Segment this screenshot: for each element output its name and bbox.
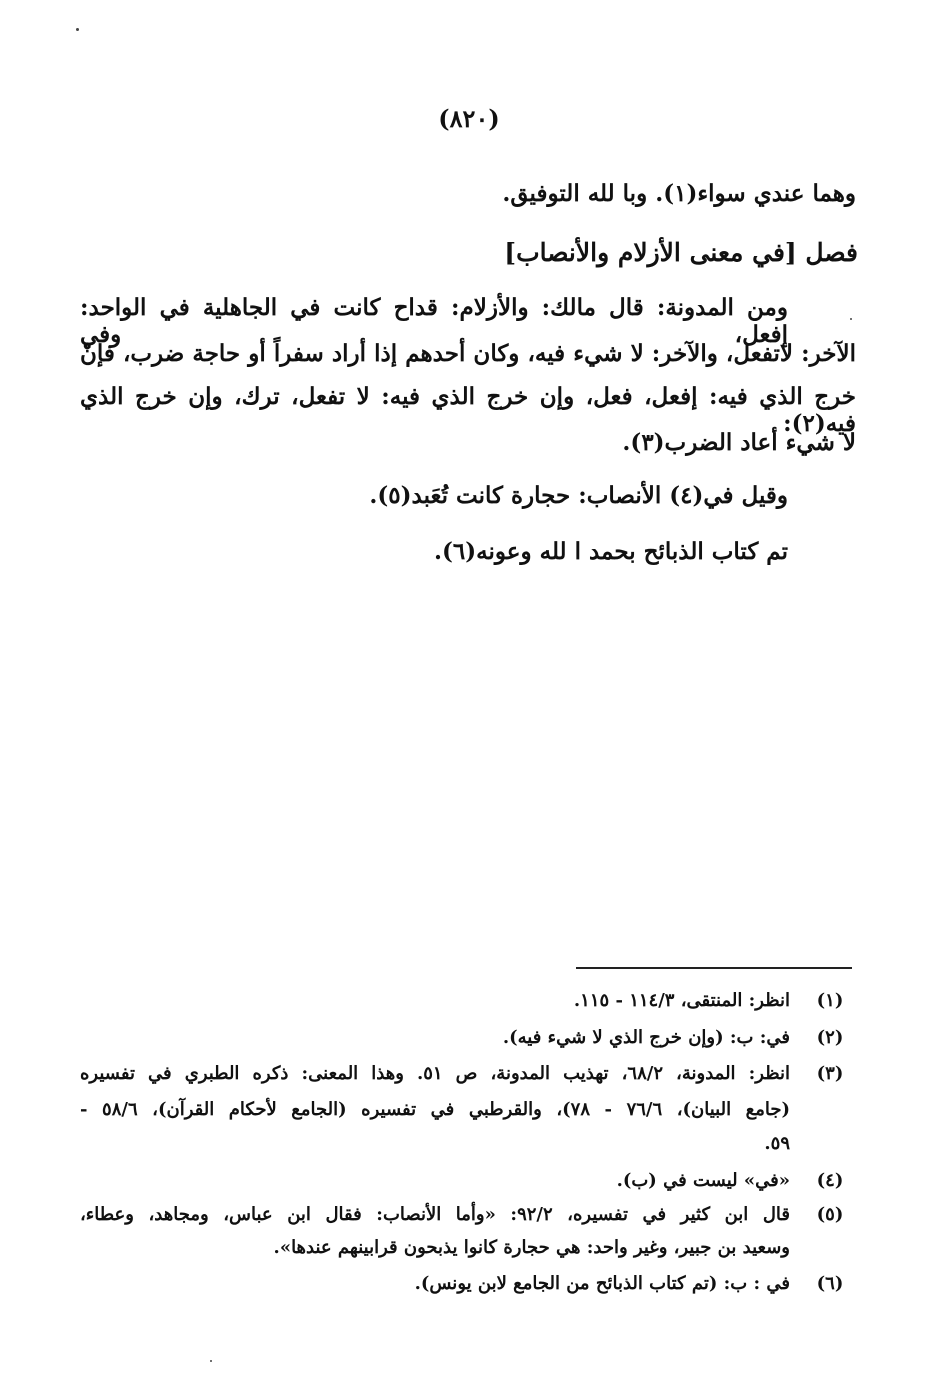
scan-speck (210, 1360, 212, 1362)
footnote-text: انظر: المنتقى، ١١٤/٣ - ١١٥. (573, 990, 790, 1011)
section-heading: فصل [في معنى الأزلام والأنصاب] (504, 238, 858, 267)
footnote-text: في : ب: (تم كتاب الذبائح من الجامع لابن يونس). (414, 1273, 790, 1294)
scan-speck (76, 28, 79, 31)
paragraph-line: تم كتاب الذبائح بحمد ا لله وعونه(٦). (434, 538, 788, 565)
paragraph-line: الآخر: لاتفعل، والآخر: لا شيء فيه، وكان أحدهم إذا أراد سفراً أو حاجة ضرب، فإنْ (80, 340, 856, 367)
footnote-text: «في» ليست في (ب). (616, 1170, 790, 1191)
footnote-text: وسعيد بن جبير، وغير واحد: هي حجارة كانوا يذبحون قرابينهم عندها». (273, 1237, 790, 1258)
footnote-number: (١) (816, 990, 844, 1011)
footnote-divider (576, 967, 852, 969)
paragraph-line: وقيل في(٤) الأنصاب: حجارة كانت تُعَبد(٥). (369, 482, 788, 509)
footnote-text: في: ب: (وإن خرج الذي لا شيء فيه). (502, 1027, 790, 1048)
scan-speck (850, 318, 852, 320)
footnote-number: (٦) (816, 1273, 844, 1294)
footnote-text: انظر: المدونة، ٦٨/٢، تهذيب المدونة، ص ٥١. وهذا المعنى: ذكره الطبري في تفسيره (80, 1063, 790, 1084)
paragraph-line: خرج الذي فيه: إفعل، فعل، وإن خرج الذي فيه: لا تفعل، ترك، وإن خرج الذي فيه(٢): (80, 383, 856, 437)
paragraph-line: لا شيء أعاد الضرب(٣). (622, 429, 856, 456)
footnote-number: (٥) (816, 1204, 844, 1225)
footnote-text: (جامع البيان)، ٧٦/٦ - ٧٨)، والقرطبي في تفسيره (الجامع لأحكام القرآن)، ٥٨/٦ - (80, 1099, 790, 1120)
footnote-number: (٤) (816, 1170, 844, 1191)
page-number: (٨٢٠) (438, 104, 500, 133)
paragraph-line: ومن المدونة: قال مالك: والأزلام: قداح كانت في الجاهلية في الواحد: إفعل، وفي (80, 294, 788, 348)
footnote-text: ٥٩. (764, 1133, 790, 1154)
footnote-text: قال ابن كثير في تفسيره، ٩٢/٢: «وأما الأنصاب: فقال ابن عباس، ومجاهد، وعطاء، (80, 1204, 790, 1225)
footnote-number: (٣) (816, 1063, 844, 1084)
closing-line: وهما عندي سواء(١). وبا لله التوفيق. (502, 180, 856, 207)
footnote-number: (٢) (816, 1027, 844, 1048)
